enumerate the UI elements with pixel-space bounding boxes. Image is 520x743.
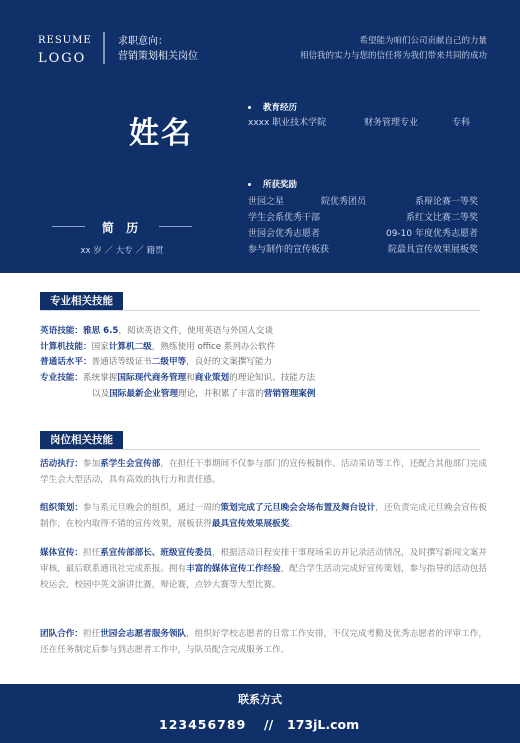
skill-professional-cont	[40, 387, 490, 403]
award-item: 院优秀团员	[321, 197, 367, 207]
logo-line2: LOGO	[38, 51, 87, 66]
award-row	[248, 210, 478, 224]
exp-key: 媒体宣传：	[40, 548, 83, 558]
skill-text: ，阅读英语文件，使用英语与外国人交谈	[118, 326, 274, 336]
contact-website[interactable]: 173jL.com	[287, 717, 360, 732]
skill-text: 系统掌握	[82, 373, 118, 384]
skill-highlight: 雅思 6.5	[82, 326, 119, 336]
skill-text: 国家	[91, 341, 109, 352]
skill-text: 普通话等级证书	[91, 357, 152, 368]
resume-label: 简 历	[101, 221, 143, 235]
skill-highlight: 二级甲等	[151, 357, 187, 368]
resume-header	[0, 0, 520, 273]
divider	[40, 449, 480, 450]
divider	[40, 310, 480, 311]
award-item: 世园之星	[248, 197, 285, 207]
skill-text: 的理论知识、技能方法	[229, 373, 316, 384]
skill-highlight: 计算机二级	[108, 341, 152, 352]
skill-mandarin	[40, 355, 490, 371]
experience-section-title: 岗位相关技能	[40, 431, 123, 449]
skill-key: 英语技能：	[40, 326, 83, 336]
job-value: 营销策划相关岗位	[118, 51, 198, 62]
contact-phone: 123456789	[159, 717, 247, 732]
skill-text: ，良好的文案撰写能力	[186, 357, 273, 368]
exp-text: ，配合学生活动完成好宣传策划，参与指导的活动包括校运会，校园中英文演讲比赛，辩论赛，点钞大赛等大型比赛。	[40, 564, 487, 590]
contact-title: 联系方式	[238, 693, 282, 706]
skills-list	[40, 324, 490, 403]
skill-text: 和	[186, 373, 195, 384]
award-item: 09-10 年度优秀志愿者	[385, 229, 478, 239]
skill-key: 计算机技能：	[40, 341, 92, 352]
exp-highlight: 系学生会宣传部	[100, 459, 161, 469]
skill-professional	[40, 371, 490, 387]
divider	[159, 226, 192, 227]
awards-title: 所获奖励	[263, 180, 298, 190]
exp-text: ，在担任干事期间不仅参与部门的宣传板制作、活动采访等工作，还配合其他部门完成学生会大型活动，具有高效的执行力和责任感。	[40, 459, 487, 485]
contact-footer	[0, 684, 520, 743]
exp-highlight: 世园会志愿者服务领队	[100, 629, 187, 639]
award-item: 系红文比赛二等奖	[405, 213, 478, 223]
award-row	[248, 226, 478, 240]
exp-media	[40, 545, 487, 593]
education-major: 财务管理专业	[364, 118, 419, 128]
logo	[38, 35, 92, 66]
name-title: 姓名	[129, 116, 193, 151]
awards-heading	[248, 178, 297, 190]
exp-key: 团队合作：	[40, 629, 83, 639]
education-degree: 专科	[452, 118, 471, 128]
skills-section-title: 专业相关技能	[40, 292, 123, 310]
exp-text: ，根据活动日程安排干事现场采访并记录活动情况，及时撰写新闻文案并审核，最后联系通讯社完成系报。拥有	[40, 548, 487, 574]
exp-text: ，组织好学校志愿者的日常工作安排，不仅完成考勤及优秀志愿者的评审工作，还在任务制定后参与到志愿者工作中，与队员配合完成服务工作。	[40, 629, 487, 655]
skill-highlight: 国际最新企业管理	[109, 388, 178, 399]
education-school: xxxx 职业技术学院	[248, 118, 327, 128]
exp-key: 活动执行：	[40, 459, 83, 469]
exp-highlight: 系宣传部部长、班级宣传委员	[100, 548, 212, 558]
award-item: 院最具宣传效果展板奖	[387, 245, 478, 255]
award-row	[248, 194, 478, 208]
exp-highlight: 最具宣传效果展板奖	[211, 519, 290, 529]
exp-text: 参与系元旦晚会的组织，通过一周的	[82, 503, 221, 513]
job-intention	[118, 34, 198, 64]
exp-highlight: 策划完成了元旦晚会会场布置及舞台设计	[220, 503, 376, 513]
slogan-line2: 相信我的实力与您的信任将为我们带来共同的成功	[299, 51, 487, 61]
exp-text: 担任	[82, 548, 101, 558]
skill-key: 普通话水平：	[40, 357, 92, 368]
exp-key: 组织策划：	[40, 503, 83, 513]
slogan-line1: 希望能为咱们公司贡献自己的力量	[359, 36, 487, 46]
skill-text: ，熟练使用 office 系列办公软件	[151, 341, 276, 352]
exp-text: 担任	[82, 629, 101, 639]
resume-label-block	[52, 219, 192, 233]
exp-text: ，还负责完成元旦晚会宣传板制作，在校内取得不错的宣传效果，展板获得	[40, 503, 487, 529]
contact-separator: //	[264, 717, 274, 732]
skill-highlight: 国际现代商务管理	[117, 373, 187, 384]
skill-text: 以及	[92, 388, 110, 399]
divider	[103, 32, 105, 64]
bullet-icon	[248, 183, 251, 186]
education-title: 教育经历	[263, 103, 298, 113]
skill-highlight: 营销管理案例	[263, 388, 316, 399]
exp-teamwork	[40, 626, 487, 658]
award-item: 系辩论赛一等奖	[414, 197, 478, 207]
slogan	[300, 34, 487, 64]
education-heading	[248, 101, 297, 113]
skill-computer	[40, 340, 490, 356]
skill-text: 理论，并积累了丰富的	[177, 388, 264, 399]
exp-activity	[40, 456, 487, 488]
award-row	[248, 242, 478, 256]
exp-highlight: 丰富的媒体宣传工作经验	[186, 564, 281, 574]
logo-line1: RESUME	[38, 35, 92, 46]
award-item: 世园会优秀志愿者	[248, 229, 321, 239]
basic-info: xx 岁 ／ 大专 ／ 籍贯	[80, 246, 164, 256]
bullet-icon	[248, 106, 251, 109]
skill-key: 专业技能：	[40, 373, 83, 384]
skill-highlight: 商业策划	[194, 373, 230, 384]
award-item: 参与制作的宣传板获	[248, 245, 330, 255]
award-item: 学生会系优秀干部	[248, 213, 321, 223]
job-label: 求职意向：	[118, 36, 168, 47]
skill-english	[40, 324, 490, 340]
exp-planning	[40, 500, 487, 532]
exp-text: 参加	[82, 459, 101, 469]
exp-text: 。	[289, 519, 298, 529]
